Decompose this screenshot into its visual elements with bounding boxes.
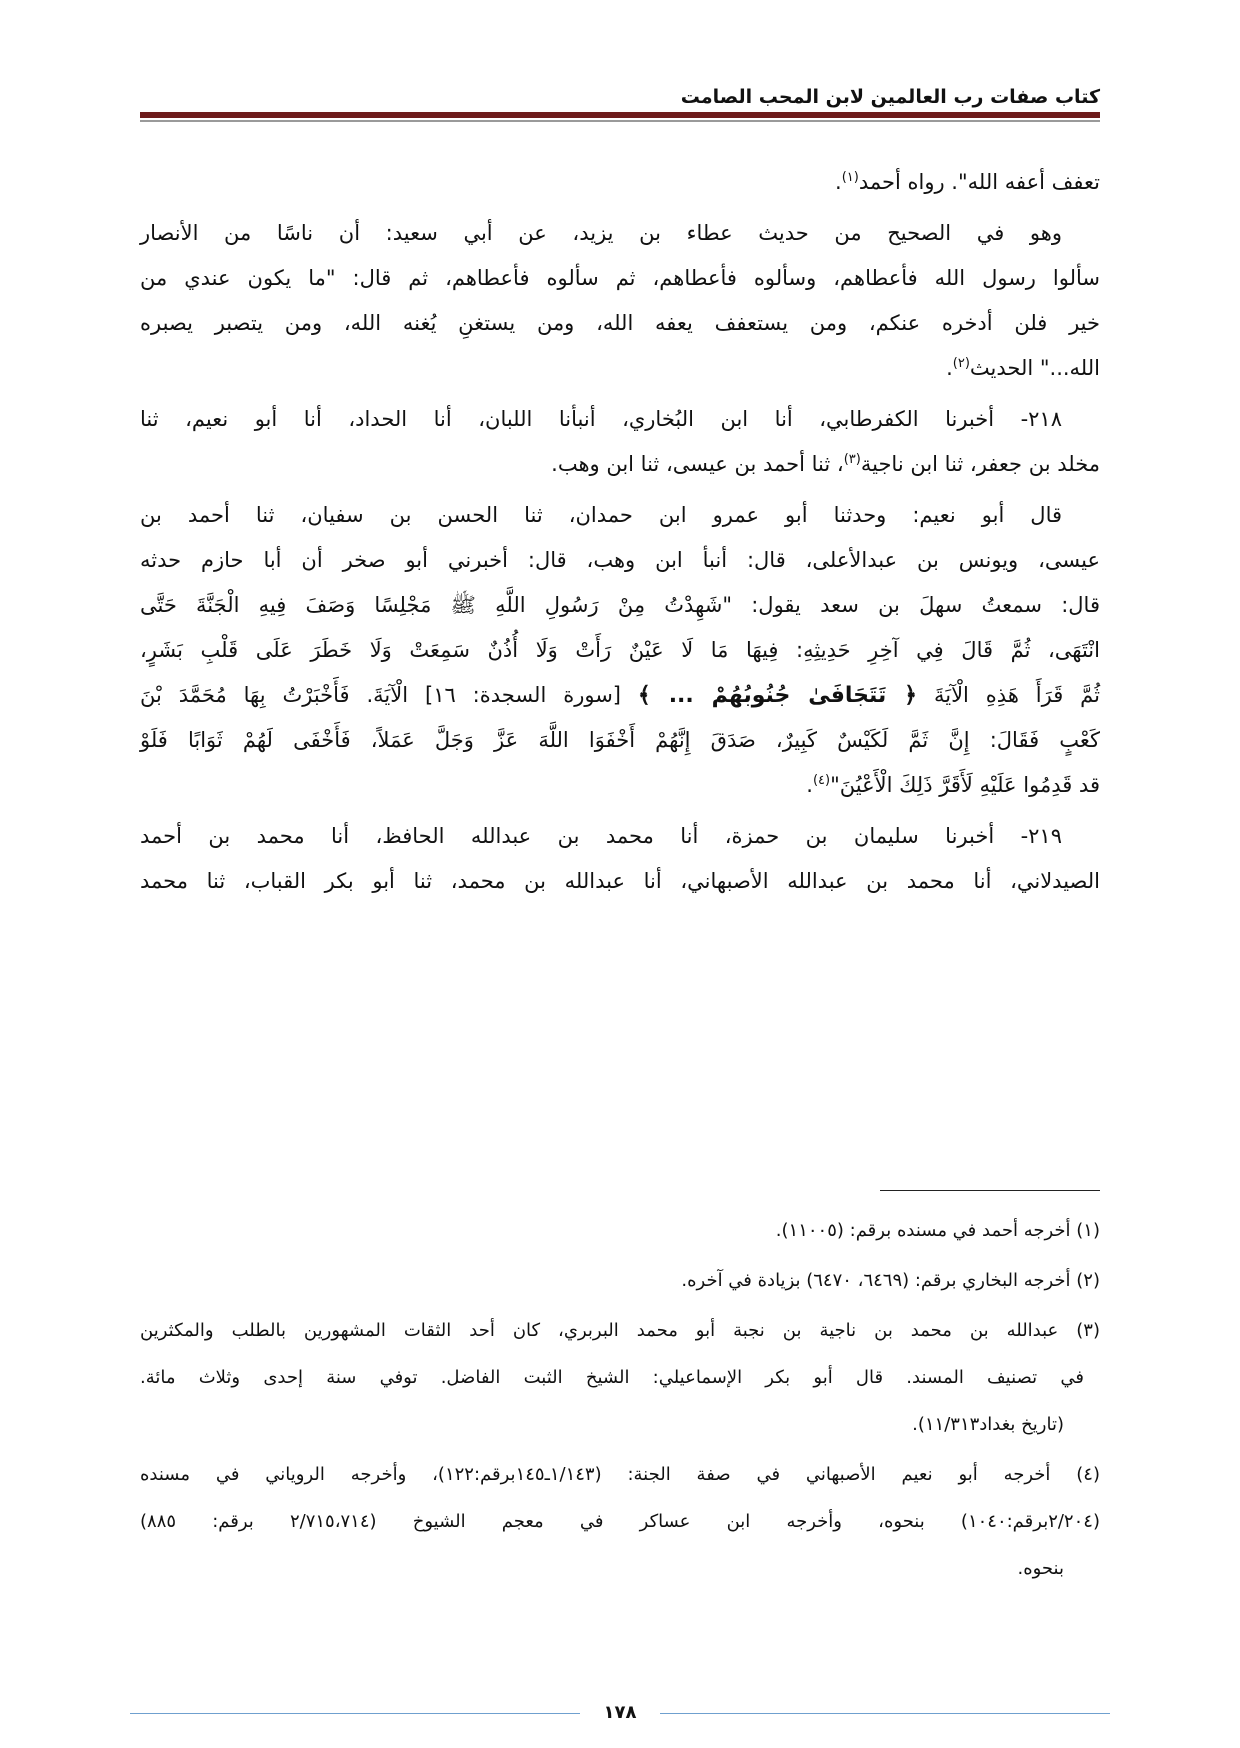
footnote-line: (تاريخ بغداد١١/٣١٣). bbox=[912, 1414, 1064, 1435]
footer-rule bbox=[660, 1713, 1110, 1714]
footnote bbox=[140, 1207, 1100, 1254]
body-line: سألوا رسول الله فأعطاهم، وسألوه فأعطاهم، ثم سألوه فأعطاهم، ثم قال: "ما يكون عندي من bbox=[140, 266, 1100, 290]
body-line: ٢١٨- أخبرنا الكفرطابي، أنا ابن البُخاري، أنبأنا اللبان، أنا الحداد، أنا أبو نعيم، ثنا bbox=[140, 407, 1062, 431]
footer-rule bbox=[130, 1713, 580, 1714]
paragraph bbox=[140, 160, 1100, 205]
footnote-line: (٢/٢٠٤برقم:١٠٤٠) بنحوه، وأخرجه ابن عساكر في معجم الشيوخ (٢/٧١٥،٧١٤ برقم: ٨٨٥) bbox=[140, 1511, 1100, 1532]
quran-verse: ﴿ تَتَجَافَىٰ جُنُوبُهُمْ ... ﴾ bbox=[637, 683, 918, 708]
footnote-ref: (٢) bbox=[952, 356, 970, 371]
paragraph bbox=[140, 814, 1100, 904]
line-text: [سورة السجدة: ١٦] الْآيَةَ. فَأَخْبَرْتُ بِهَا مُحَمَّدَ بْنَ bbox=[140, 683, 638, 707]
running-header-title: كتاب صفات رب العالمين لابن المحب الصامت bbox=[680, 86, 1100, 108]
body-line: خير فلن أدخره عنكم، ومن يستعفف يعفه الله، ومن يستغنِ يُغنه الله، ومن يتصبر يصبره bbox=[140, 311, 1100, 335]
footnote-line: (١) أخرجه أحمد في مسنده برقم: (١١٠٠٥). bbox=[775, 1220, 1100, 1241]
footnote bbox=[140, 1307, 1100, 1448]
footnote-line: في تصنيف المسند. قال أبو بكر الإسماعيلي: الشيخ الثبت الفاضل. توفي سنة إحدى وثلاث مائة. bbox=[140, 1367, 1084, 1388]
line-text: تعفف أعفه الله". رواه أحمد bbox=[858, 170, 1100, 194]
paragraph bbox=[140, 211, 1100, 391]
body-line bbox=[140, 346, 1100, 391]
body-line: انْتَهَى، ثُمَّ قَالَ فِي آخِرِ حَدِيثِهِ: فِيهَا مَا لَا عَيْنٌ رَأَتْ وَلَا أُذُنٌ سَمِعَتْ وَلَا خَطَرَ عَلَى قَلْبِ بَشَرٍ، bbox=[140, 638, 1100, 662]
footnote-line: (٤) أخرجه أبو نعيم الأصبهاني في صفة الجنة: (١/١٤٣ـ١٤٥برقم:١٢٢)، وأخرجه الروياني في مسنده bbox=[140, 1464, 1100, 1485]
footnote bbox=[140, 1257, 1100, 1304]
line-text: ثُمَّ قَرَأَ هَذِهِ الْآيَةَ bbox=[917, 683, 1100, 707]
body-line: قال: سمعتُ سهلَ بن سعد يقول: "شَهِدْتُ مِنْ رَسُولِ اللَّهِ ﷺ مَجْلِسًا وَصَفَ فِيهِ الْجَنَّةَ حَتَّى bbox=[140, 593, 1100, 617]
body-line: ٢١٩- أخبرنا سليمان بن حمزة، أنا محمد بن عبدالله الحافظ، أنا محمد بن أحمد bbox=[140, 824, 1062, 848]
footnote-ref: (١) bbox=[841, 170, 859, 185]
body-line bbox=[140, 763, 1100, 808]
page-number: ١٧٨ bbox=[603, 1702, 637, 1723]
body-line bbox=[140, 673, 1100, 718]
line-text: ، ثنا أحمد بن عيسى، ثنا ابن وهب. bbox=[551, 452, 844, 476]
footnote bbox=[140, 1451, 1100, 1592]
line-text: . bbox=[806, 773, 813, 797]
header-rule-thin bbox=[140, 120, 1100, 122]
line-text: . bbox=[835, 170, 842, 194]
footnote-line: بنحوه. bbox=[1017, 1558, 1064, 1579]
body-line: الصيدلاني، أنا محمد بن عبدالله الأصبهاني، أنا عبدالله بن محمد، ثنا أبو بكر القباب، ثنا محمد bbox=[140, 869, 1100, 893]
body-text bbox=[140, 160, 1100, 904]
footnote-ref: (٤) bbox=[812, 773, 831, 788]
footnotes bbox=[140, 1207, 1100, 1592]
footnote-separator bbox=[880, 1190, 1100, 1191]
paragraph bbox=[140, 397, 1100, 487]
footnote-line: (٣) عبدالله بن محمد بن ناجية بن نجبة أبو محمد البربري، كان أحد الثقات المشهورين بالطلب والمكثرين bbox=[140, 1320, 1100, 1341]
body-line bbox=[140, 442, 1100, 487]
footnote-ref: (٣) bbox=[843, 452, 861, 467]
body-line: وهو في الصحيح من حديث عطاء بن يزيد، عن أبي سعيد: أن ناسًا من الأنصار bbox=[140, 221, 1062, 245]
header-rule-thick bbox=[140, 112, 1100, 118]
line-text: قد قَدِمُوا عَلَيْهِ لَأَقَرَّ ذَلِكَ الْأَعْيُنَ" bbox=[830, 773, 1100, 797]
line-text: الله..." الحديث bbox=[969, 356, 1100, 380]
line-text: مخلد بن جعفر، ثنا ابن ناجية bbox=[860, 452, 1100, 476]
line-text: . bbox=[946, 356, 953, 380]
footnote-line: (٢) أخرجه البخاري برقم: (٦٤٦٩، ٦٤٧٠) بزيادة في آخره. bbox=[681, 1270, 1100, 1291]
body-line: عيسى، ويونس بن عبدالأعلى، قال: أنبأ ابن وهب، قال: أخبرني أبو صخر أن أبا حازم حدثه bbox=[140, 548, 1100, 572]
body-line: قال أبو نعيم: وحدثنا أبو عمرو ابن حمدان، ثنا الحسن بن سفيان، ثنا أحمد بن bbox=[140, 503, 1062, 527]
body-line bbox=[140, 160, 1100, 205]
paragraph bbox=[140, 493, 1100, 808]
body-line: كَعْبٍ فَقَالَ: إِنَّ ثَمَّ لَكَيْسٌ كَبِيرٌ، صَدَقَ إِنَّهُمْ أَخْفَوَا اللَّهَ عَزَّ وَجَلَّ عَمَلاً، فَأَخْفَى لَهُمْ ثَوَابًا فَلَوْ bbox=[140, 728, 1100, 752]
